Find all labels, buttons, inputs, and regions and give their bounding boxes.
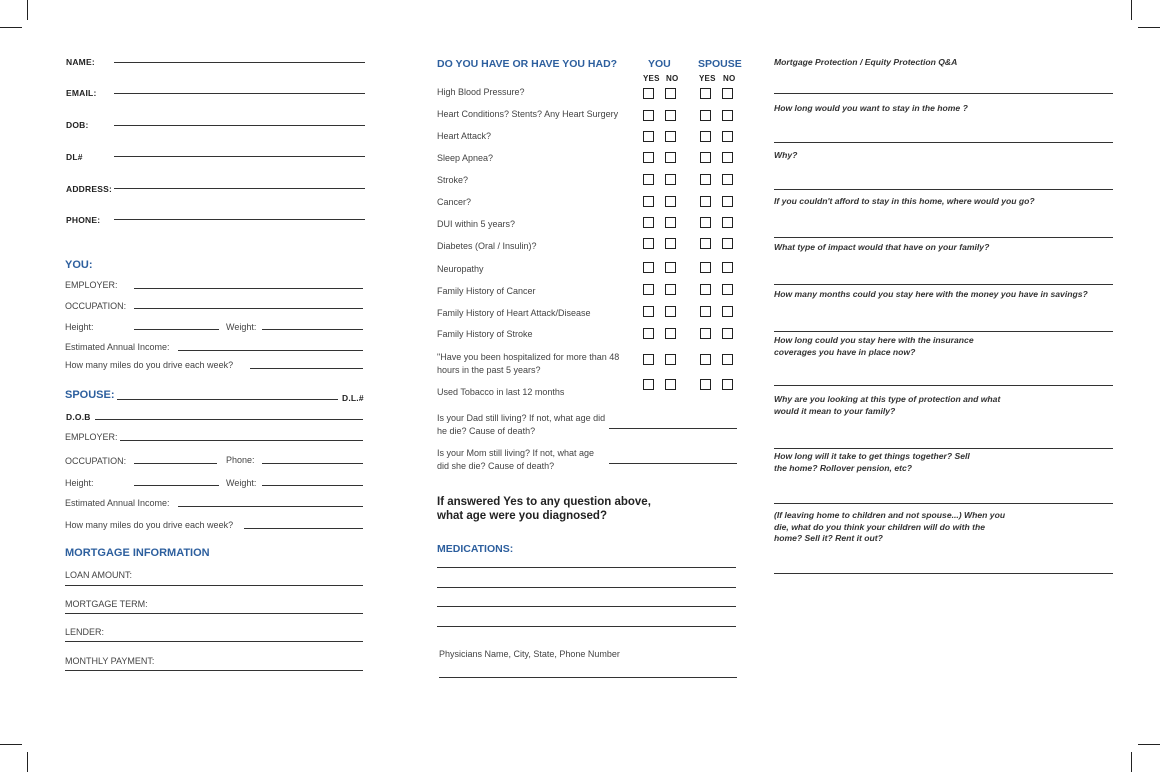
spouse-phone-label: Phone: — [226, 455, 255, 465]
health-question: Heart Conditions? Stents? Any Heart Surgery — [437, 109, 619, 119]
you-yes-checkbox[interactable] — [643, 354, 654, 365]
you-yes-checkbox[interactable] — [643, 88, 654, 99]
you-no-checkbox[interactable] — [665, 238, 676, 249]
spouse-no-checkbox[interactable] — [722, 131, 733, 142]
crop-mark — [1138, 27, 1160, 28]
spouse-yes-checkbox[interactable] — [700, 110, 711, 121]
spouse-occupation-field[interactable] — [134, 463, 217, 464]
you-yes-checkbox[interactable] — [643, 152, 654, 163]
you-employer-label: EMPLOYER: — [65, 280, 118, 290]
email-field[interactable] — [114, 93, 365, 94]
health-question: Neuropathy — [437, 264, 484, 274]
you-weight-label: Weight: — [226, 322, 257, 332]
spouse-yes-checkbox[interactable] — [700, 88, 711, 99]
health-question: Family History of Heart Attack/Disease — [437, 308, 591, 318]
health-question: DUI within 5 years? — [437, 219, 516, 229]
spouse-no-checkbox[interactable] — [722, 217, 733, 228]
you-no-checkbox[interactable] — [665, 196, 676, 207]
spouse-income-label: Estimated Annual Income: — [65, 498, 170, 508]
you-yes-checkbox[interactable] — [643, 306, 654, 317]
mortgage-term-field[interactable] — [65, 613, 363, 614]
qa-question: (If leaving home to children and not spouse...) When you die, what do you think your children will do with the home? Sell it? Rent it out? — [774, 510, 1006, 543]
qa-question: How long could you stay here with the insurance coverages you have in place now? — [774, 335, 974, 357]
monthly-payment-field[interactable] — [65, 670, 363, 671]
spouse-weight-field[interactable] — [262, 485, 363, 486]
name-label: NAME: — [66, 57, 95, 67]
mortgage-section-title: MORTGAGE INFORMATION — [65, 547, 210, 559]
you-yes-checkbox[interactable] — [643, 131, 654, 142]
spouse-yes-checkbox[interactable] — [700, 328, 711, 339]
spouse-no-checkbox[interactable] — [722, 354, 733, 365]
you-yes-checkbox[interactable] — [643, 217, 654, 228]
spouse-dob-field[interactable] — [95, 419, 363, 420]
qa-answer-line[interactable] — [774, 385, 1113, 386]
you-miles-field[interactable] — [250, 368, 363, 369]
qa-answer-line[interactable] — [774, 237, 1113, 238]
qa-answer-line[interactable] — [774, 93, 1113, 94]
qa-answer-line[interactable] — [774, 189, 1113, 190]
health-question: Diabetes (Oral / Insulin)? — [437, 241, 537, 251]
you-yes-checkbox[interactable] — [643, 379, 654, 390]
spouse-yes-checkbox[interactable] — [700, 262, 711, 273]
loan-amount-label: LOAN AMOUNT: — [65, 570, 133, 580]
address-field[interactable] — [114, 188, 365, 189]
phone-field[interactable] — [114, 219, 365, 220]
health-question: Cancer? — [437, 197, 472, 207]
crop-mark — [1138, 744, 1160, 745]
you-no-checkbox[interactable] — [665, 131, 676, 142]
medication-line[interactable] — [437, 567, 736, 568]
you-height-label: Height: — [65, 322, 94, 332]
spouse-name-field[interactable] — [117, 399, 338, 400]
crop-mark — [27, 752, 28, 772]
you-yes-checkbox[interactable] — [643, 284, 654, 295]
spouse-yes-checkbox[interactable] — [700, 131, 711, 142]
qa-question: What type of impact would that have on your family? — [774, 242, 990, 252]
you-occupation-label: OCCUPATION: — [65, 301, 127, 311]
spouse-income-field[interactable] — [178, 506, 363, 507]
spouse-miles-field[interactable] — [244, 528, 363, 529]
you-no-checkbox[interactable] — [665, 379, 676, 390]
spouse-no-checkbox[interactable] — [722, 152, 733, 163]
spouse-yes-header: YES — [699, 74, 716, 83]
spouse-no-checkbox[interactable] — [722, 110, 733, 121]
you-no-header: NO — [666, 74, 679, 83]
qa-question: Why? — [774, 150, 798, 160]
you-height-field[interactable] — [134, 329, 219, 330]
spouse-no-checkbox[interactable] — [722, 306, 733, 317]
loan-amount-field[interactable] — [65, 585, 363, 586]
qa-question: If you couldn't afford to stay in this home, where would you go? — [774, 196, 1035, 206]
you-weight-field[interactable] — [262, 329, 363, 330]
mom-answer-field[interactable] — [609, 463, 737, 464]
spouse-no-checkbox[interactable] — [722, 328, 733, 339]
you-yes-checkbox[interactable] — [643, 196, 654, 207]
diagnosed-age-question: If answered Yes to any question above, what age were you diagnosed? — [437, 496, 651, 522]
you-yes-checkbox[interactable] — [643, 262, 654, 273]
health-question: Stroke? — [437, 175, 469, 185]
you-occupation-field[interactable] — [134, 308, 363, 309]
health-question: "Have you been hospitalized for more than 48 hours in the past 5 years? — [437, 352, 620, 375]
health-question: Sleep Apnea? — [437, 153, 494, 163]
spouse-yes-checkbox[interactable] — [700, 354, 711, 365]
mortgage-term-label: MORTGAGE TERM: — [65, 599, 148, 609]
dl-field[interactable] — [114, 156, 365, 157]
spouse-yes-checkbox[interactable] — [700, 196, 711, 207]
health-question: Family History of Stroke — [437, 329, 533, 339]
qa-title: Mortgage Protection / Equity Protection Q&A — [774, 57, 958, 67]
spouse-dl-label: D.L.# — [342, 393, 364, 403]
you-no-checkbox[interactable] — [665, 88, 676, 99]
mom-question: Is your Mom still living? If not, what age did she die? Cause of death? — [437, 448, 595, 471]
you-no-checkbox[interactable] — [665, 284, 676, 295]
physicians-label: Physicians Name, City, State, Phone Number — [439, 649, 620, 659]
spouse-yes-checkbox[interactable] — [700, 217, 711, 228]
you-yes-checkbox[interactable] — [643, 110, 654, 121]
spouse-dob-label: D.O.B — [66, 412, 91, 422]
you-yes-checkbox[interactable] — [643, 328, 654, 339]
spouse-weight-label: Weight: — [226, 478, 257, 488]
health-section-title: DO YOU HAVE OR HAVE YOU HAD? — [437, 58, 618, 70]
spouse-height-label: Height: — [65, 478, 94, 488]
dob-field[interactable] — [114, 125, 365, 126]
qa-answer-line[interactable] — [774, 503, 1113, 504]
spouse-phone-field[interactable] — [262, 463, 363, 464]
qa-question: How long would you want to stay in the home ? — [774, 103, 968, 113]
you-no-checkbox[interactable] — [665, 174, 676, 185]
qa-question: How long will it take to get things together? Sell the home? Rollover pension, etc? — [774, 451, 970, 473]
medication-line[interactable] — [437, 587, 736, 588]
physicians-field[interactable] — [439, 677, 737, 678]
qa-answer-line[interactable] — [774, 573, 1113, 574]
you-miles-label: How many miles do you drive each week? — [65, 360, 234, 370]
monthly-payment-label: MONTHLY PAYMENT: — [65, 656, 155, 666]
you-yes-header: YES — [643, 74, 660, 83]
spouse-yes-checkbox[interactable] — [700, 174, 711, 185]
qa-question: Why are you looking at this type of protection and what would it mean to your family? — [774, 394, 1001, 416]
medication-line[interactable] — [437, 626, 736, 627]
spouse-occupation-label: OCCUPATION: — [65, 456, 127, 466]
dl-label: DL# — [66, 152, 83, 162]
health-question: Family History of Cancer — [437, 286, 536, 296]
dob-label: DOB: — [66, 120, 89, 130]
you-yes-checkbox[interactable] — [643, 238, 654, 249]
crop-mark — [27, 0, 28, 20]
you-no-checkbox[interactable] — [665, 110, 676, 121]
spouse-employer-field[interactable] — [120, 440, 363, 441]
spouse-no-checkbox[interactable] — [722, 284, 733, 295]
you-no-checkbox[interactable] — [665, 328, 676, 339]
medications-title: MEDICATIONS: — [437, 543, 514, 555]
qa-question: How many months could you stay here with the money you have in savings? — [774, 289, 1088, 299]
spouse-yes-checkbox[interactable] — [700, 152, 711, 163]
spouse-section-title: SPOUSE: — [65, 389, 115, 401]
email-label: EMAIL: — [66, 88, 97, 98]
you-no-checkbox[interactable] — [665, 152, 676, 163]
crop-mark — [0, 27, 22, 28]
qa-answer-line[interactable] — [774, 284, 1113, 285]
spouse-no-checkbox[interactable] — [722, 174, 733, 185]
phone-label: PHONE: — [66, 215, 101, 225]
you-no-checkbox[interactable] — [665, 306, 676, 317]
spouse-no-checkbox[interactable] — [722, 238, 733, 249]
you-no-checkbox[interactable] — [665, 262, 676, 273]
health-question: Heart Attack? — [437, 131, 492, 141]
you-column-header: YOU — [648, 58, 671, 70]
dad-answer-field[interactable] — [609, 428, 737, 429]
qa-answer-line[interactable] — [774, 142, 1113, 143]
spouse-yes-checkbox[interactable] — [700, 379, 711, 390]
spouse-yes-checkbox[interactable] — [700, 306, 711, 317]
health-question: High Blood Pressure? — [437, 87, 525, 97]
spouse-employer-label: EMPLOYER: — [65, 432, 118, 442]
you-no-checkbox[interactable] — [665, 354, 676, 365]
health-question: Used Tobacco in last 12 months — [437, 387, 565, 397]
crop-mark — [0, 744, 22, 745]
you-income-field[interactable] — [178, 350, 363, 351]
spouse-yes-checkbox[interactable] — [700, 284, 711, 295]
you-section-title: YOU: — [65, 259, 93, 271]
you-no-checkbox[interactable] — [665, 217, 676, 228]
spouse-miles-label: How many miles do you drive each week? — [65, 520, 234, 530]
name-field[interactable] — [114, 62, 365, 63]
qa-answer-line[interactable] — [774, 331, 1113, 332]
crop-mark — [1131, 752, 1132, 772]
spouse-no-header: NO — [723, 74, 736, 83]
you-employer-field[interactable] — [134, 288, 363, 289]
you-yes-checkbox[interactable] — [643, 174, 654, 185]
lender-label: LENDER: — [65, 627, 105, 637]
spouse-no-checkbox[interactable] — [722, 196, 733, 207]
spouse-no-checkbox[interactable] — [722, 379, 733, 390]
you-income-label: Estimated Annual Income: — [65, 342, 170, 352]
spouse-yes-checkbox[interactable] — [700, 238, 711, 249]
qa-answer-line[interactable] — [774, 448, 1113, 449]
dad-question: Is your Dad still living? If not, what age did he die? Cause of death? — [437, 413, 606, 436]
spouse-column-header: SPOUSE — [698, 58, 742, 70]
crop-mark — [1131, 0, 1132, 20]
spouse-no-checkbox[interactable] — [722, 88, 733, 99]
spouse-no-checkbox[interactable] — [722, 262, 733, 273]
address-label: ADDRESS: — [66, 184, 112, 194]
lender-field[interactable] — [65, 641, 363, 642]
spouse-height-field[interactable] — [134, 485, 219, 486]
medication-line[interactable] — [437, 606, 736, 607]
